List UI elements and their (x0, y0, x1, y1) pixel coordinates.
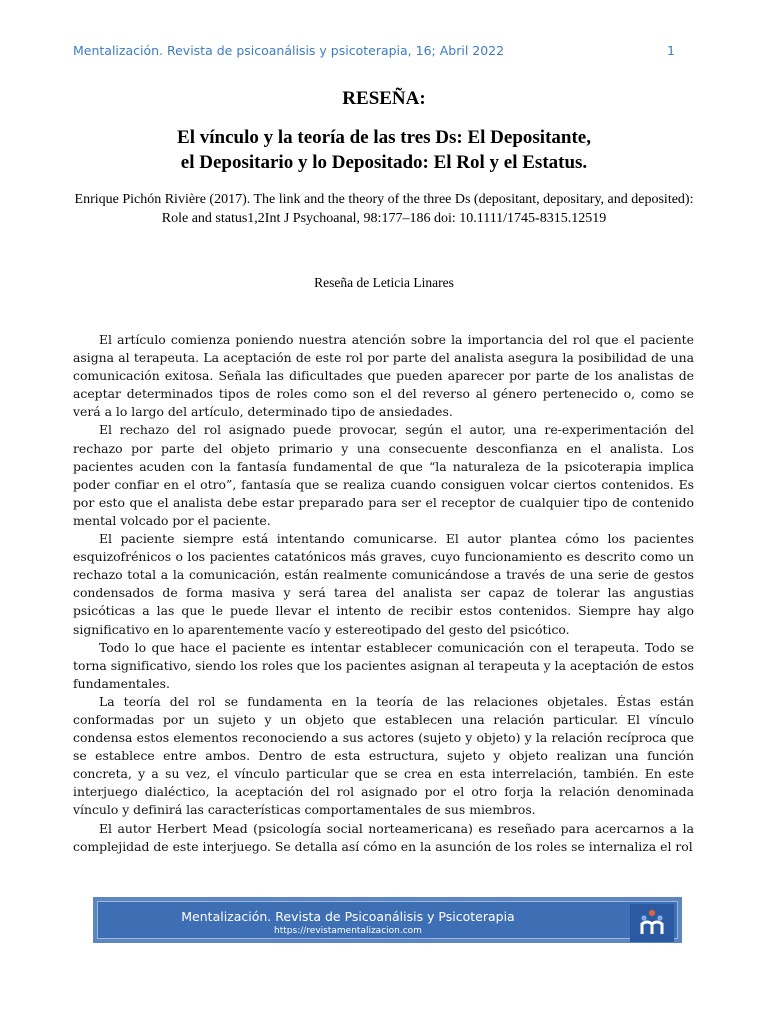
citation: Enrique Pichón Rivière (2017). The link and the theory of the three Ds (depositant, depositary, and deposited): Role and status1,2Int J Psychoanal, 98:177–186 doi: 10.1111/1745-8315.12519 (74, 192, 694, 226)
article-body (73, 331, 694, 856)
journal-header: Mentalización. Revista de psicoanálisis y psicoterapia, 16; Abril 2022 (73, 43, 505, 58)
body-paragraph: El rechazo del rol asignado puede provocar, según el autor, una re-experimentación del rechazo por parte del objeto primario y una consecuente desconfianza en el analista. Los pacientes acuden con la fantasía fundamental de que “la naturaleza de la psicoterapia implica poder confiar en el otro”, fantasía que se realiza cuando consiguen volcar ciertos contenidos. Es por esto que el analista debe estar preparado para ser el receptor de cualquier tipo de contenido mental volcado por el paciente. (73, 422, 694, 528)
running-header (73, 43, 675, 58)
body-paragraph: La teoría del rol se fundamenta en la teoría de las relaciones objetales. Éstas están conformadas por un sujeto y un objeto que establecen una relación particular. El vínculo condensa estos elementos reconociendo a sus actores (sujeto y objeto) y la relación recíproca que se establece entre ambos. Dentro de esta estructura, sujeto y objeto realizan una función concreta, y a su vez, el vínculo particular que se crea en esta interrelación, también. En este interjuego dialéctico, la aceptación del rol asignado por el otro forja la relación denominada vínculo y definirá las características comportamentales de sus miembros. (73, 693, 694, 818)
page-number: 1 (667, 43, 675, 58)
article-title-line-1: El vínculo y la teoría de las tres Ds: El Depositante, (177, 127, 591, 148)
review-byline: Reseña de Leticia Linares (314, 275, 454, 290)
article-title-line-2: el Depositario y lo Depositado: El Rol y el Estatus. (180, 152, 588, 173)
body-paragraph: El paciente siempre está intentando comunicarse. El autor plantea cómo los pacientes esquizofrénicos o los pacientes catatónicos más graves, cuyo funcionamiento es descrito como un rechazo total a la comunicación, están realmente comunicándose a través de una serie de gestos condensados de forma masiva y será tarea del analista ser capaz de tolerar las angustias psicóticas a las que le puede llevar el intento de recibir estos contenidos. Siempre hay algo significativo en lo aparentemente vacío y estereotipado del gesto del psicótico. (73, 531, 694, 637)
footer-banner-inner (97, 901, 678, 939)
footer-url-link[interactable]: https://revistamentalizacion.com (274, 926, 422, 936)
journal-logo-icon (630, 904, 674, 942)
body-paragraph: El autor Herbert Mead (psicología social norteamericana) es reseñado para acercarnos a la complejidad de este interjuego. Se detalla así cómo en la asunción de los roles se internaliza el rol (73, 820, 694, 854)
body-paragraph: Todo lo que hace el paciente es intentar establecer comunicación con el terapeuta. Todo se torna significativo, siendo los roles que los pacientes asignan al terapeuta y la aceptación de estos fundamentales. (73, 639, 694, 691)
body-paragraph: El artículo comienza poniendo nuestra atención sobre la importancia del rol que el paciente asigna al terapeuta. La aceptación de este rol por parte del analista asegura la posibilidad de una comunicación exitosa. Señala las dificultades que pueden aparecer por parte de los analistas de aceptar determinados tipos de roles como son el del reverso al género pertenecido o, como se verá a lo largo del artículo, determinado tipo de ansiedades. (73, 332, 694, 420)
review-label: RESEÑA: (342, 88, 426, 109)
article-title (60, 125, 708, 175)
footer-journal-title: Mentalización. Revista de Psicoanálisis y Psicoterapia (181, 909, 515, 924)
footer-banner (93, 897, 682, 943)
